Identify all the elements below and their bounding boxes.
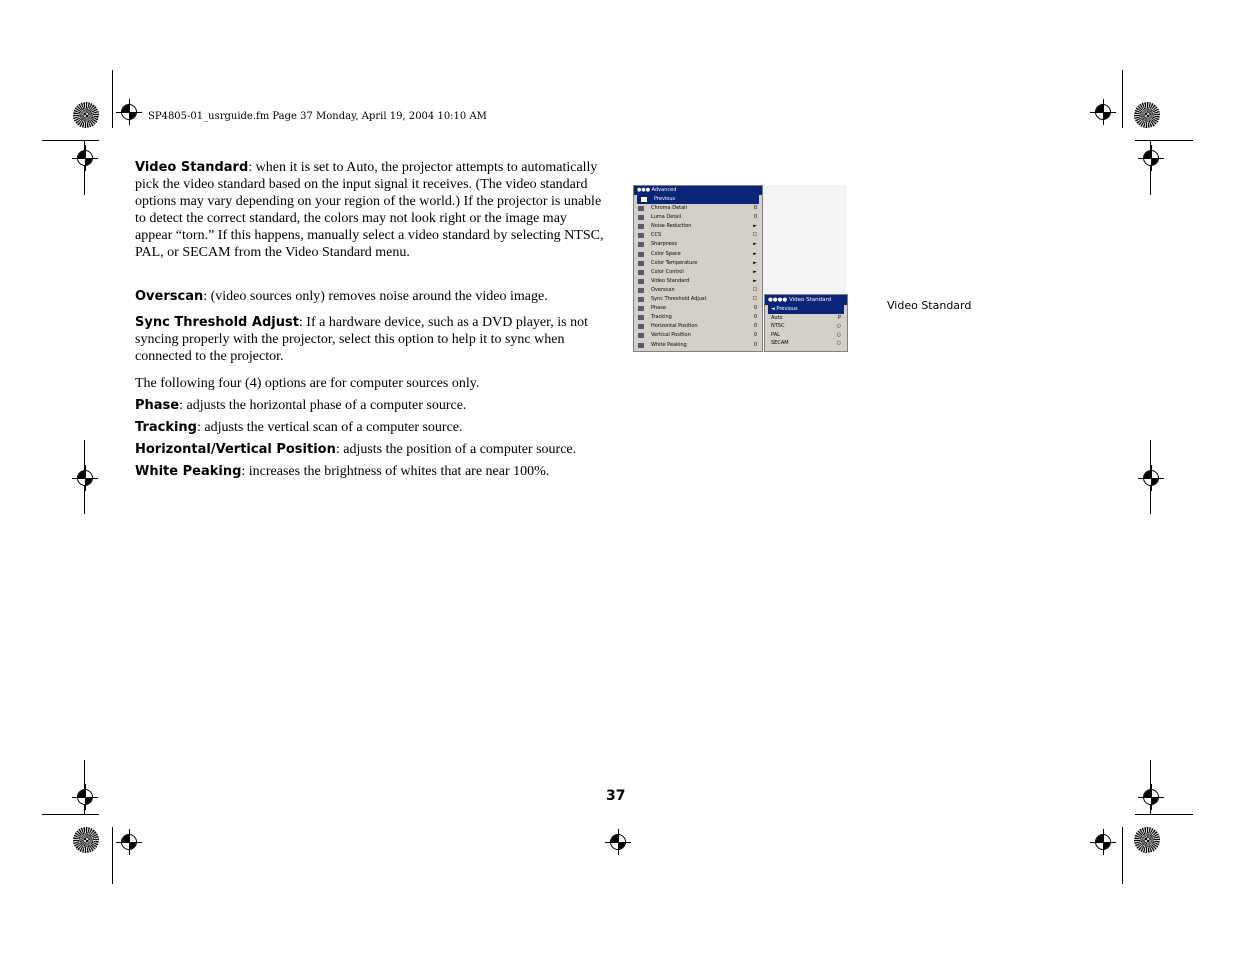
menu-item-label: Sync Threshold Adjust (651, 296, 707, 303)
submenu-item[interactable] (768, 305, 844, 314)
menu-item-icon (638, 233, 644, 238)
menu-item-icon (638, 270, 644, 275)
term-tracking: Tracking (135, 420, 197, 435)
menu-item[interactable] (634, 204, 762, 213)
paragraph-phase (135, 397, 605, 414)
menu-item-value: ☐ (752, 232, 757, 239)
menu-item-value: 0 (753, 305, 757, 312)
registration-crosshair-icon (610, 834, 626, 850)
menu-screenshot-background (760, 185, 846, 295)
menu-item-value: 0 (753, 332, 757, 339)
menu-item-value: 0 (753, 323, 757, 330)
registration-star-icon (1134, 102, 1160, 128)
menu-item-icon (638, 306, 644, 311)
menu-item-value: 0 (753, 214, 757, 221)
submenu-item-value: ○ (836, 323, 841, 329)
registration-star-icon (1134, 827, 1160, 853)
menu-item-value: 0 (753, 314, 757, 321)
menu-item[interactable] (634, 213, 762, 222)
registration-crosshair-icon (1095, 834, 1111, 850)
paragraph-hvpos (135, 441, 605, 458)
menu-item[interactable] (634, 286, 762, 295)
menu-item-icon (638, 333, 644, 338)
menu-item[interactable] (634, 240, 762, 249)
submenu-item[interactable] (765, 314, 847, 323)
submenu-item-value: ○ (836, 331, 841, 338)
menu-item[interactable] (634, 250, 762, 259)
submenu-item-value: P (837, 314, 841, 321)
menu-item-label: Tracking (651, 314, 672, 321)
menu-item-icon (638, 297, 644, 302)
term-video-standard: Video Standard (135, 160, 249, 175)
menu-item-label: Color Control (651, 268, 684, 275)
submenu-item-label: NTSC (771, 323, 785, 329)
menu-item[interactable] (634, 222, 762, 231)
paragraph-tracking (135, 419, 605, 436)
menu-item-value: ► (753, 241, 757, 248)
video-standard-submenu-title: ●●●● Video Standard (765, 295, 847, 305)
menu-item-icon (638, 279, 644, 284)
menu-item[interactable] (634, 231, 762, 240)
submenu-item-label: SECAM (771, 340, 789, 346)
submenu-item-label: PAL (771, 331, 780, 338)
menu-item[interactable] (634, 295, 762, 304)
menu-item-label: Horizontal Position (651, 323, 698, 330)
term-white-peaking: White Peaking (135, 464, 242, 479)
term-phase: Phase (135, 398, 180, 413)
menu-item-icon (638, 315, 644, 320)
menu-item-icon (638, 288, 644, 293)
registration-crosshair-icon (77, 470, 93, 486)
menu-item-label: Phase (651, 305, 666, 312)
term-sync: Sync Threshold Adjust (135, 315, 299, 330)
menu-item-label: Luma Detail (651, 214, 682, 221)
term-hvpos: Horizontal/Vertical Position (135, 442, 336, 457)
menu-item-value: ☐ (752, 296, 757, 303)
registration-star-icon (73, 102, 99, 128)
desc-tracking: : adjusts the vertical scan of a computer source. (197, 420, 463, 435)
advanced-menu-title: ●●● Advanced (634, 186, 762, 195)
submenu-item-value: ○ (836, 340, 841, 346)
menu-item-value: ► (753, 250, 757, 257)
menu-item-icon (638, 343, 644, 348)
menu-item[interactable] (637, 195, 759, 204)
menu-item-label: Color Space (651, 250, 681, 257)
menu-item-value: ☐ (752, 286, 757, 293)
paragraph-following (135, 375, 605, 392)
menu-item-label: Previous (654, 196, 676, 202)
menu-item[interactable] (634, 313, 762, 322)
registration-crosshair-icon (1095, 104, 1111, 120)
menu-item-label: CCS (651, 232, 662, 239)
advanced-menu (633, 185, 763, 352)
desc-video-standard: : when it is set to Auto, the projector attempts to automatically pick the video standard based on the input signal it receives. (The video standard options may vary depending on your region of the world.) If the projector is unable to detect the correct standard, the colors may not look right or the image may appear “torn.” If this happens, manually select a video standard by selecting NTSC, PAL, or SECAM from the Video Standard menu. (135, 160, 604, 260)
menu-item-icon (638, 224, 644, 229)
desc-white-peaking: : increases the brightness of whites that are near 100%. (241, 464, 550, 479)
menu-item-label: Video Standard (651, 277, 690, 284)
menu-item-icon (641, 197, 647, 202)
registration-crosshair-icon (77, 150, 93, 166)
menu-item-value: 0 (753, 341, 757, 348)
registration-crosshair-icon (1143, 789, 1159, 805)
menu-item-label: White Peaking (651, 341, 687, 348)
menu-item-label: Overscan (651, 286, 675, 293)
menu-item-icon (638, 261, 644, 266)
desc-hvpos: : adjusts the position of a computer source. (335, 442, 577, 457)
submenu-item-label: Auto (771, 314, 783, 321)
file-header: SP4805-01_usrguide.fm Page 37 Monday, April 19, 2004 10:10 AM (148, 111, 487, 122)
desc-sync: : If a hardware device, such as a DVD player, is not syncing properly with the projector, select this option to help it to sync when connected to the projector. (135, 315, 588, 364)
submenu-item[interactable] (765, 331, 847, 340)
registration-crosshair-icon (77, 789, 93, 805)
menu-item-value: ► (753, 268, 757, 275)
menu-item[interactable] (634, 304, 762, 313)
submenu-item[interactable] (765, 322, 847, 331)
menu-item[interactable] (634, 331, 762, 340)
menu-item-label: Sharpness (651, 241, 678, 248)
menu-item[interactable] (634, 268, 762, 277)
menu-item-value: ► (753, 259, 757, 266)
desc-phase: : adjusts the horizontal phase of a computer source. (179, 398, 467, 413)
paragraph-sync (135, 314, 605, 365)
video-standard-submenu (764, 294, 848, 352)
menu-item-icon (638, 242, 644, 247)
menu-item-icon (638, 324, 644, 329)
submenu-item[interactable] (765, 339, 847, 348)
menu-item-value: ► (753, 277, 757, 284)
menu-item[interactable] (634, 259, 762, 268)
menu-item-icon (638, 252, 644, 257)
desc-overscan: : (video sources only) removes noise around the video image. (203, 289, 548, 304)
menu-item-value: 0 (753, 205, 757, 212)
paragraph-video-standard (135, 159, 605, 261)
page-number: 37 (606, 788, 626, 804)
menu-item[interactable] (634, 277, 762, 286)
menu-item[interactable] (634, 341, 762, 350)
submenu-item-label: ◄ Previous (771, 306, 798, 312)
term-overscan: Overscan (135, 289, 204, 304)
paragraph-overscan (135, 288, 605, 305)
menu-item-label: Vertical Position (651, 332, 691, 339)
menu-item-label: Chroma Detail (651, 205, 687, 212)
registration-crosshair-icon (1143, 150, 1159, 166)
menu-item-label: Color Temperature (651, 259, 698, 266)
registration-crosshair-icon (121, 104, 137, 120)
figure-caption: Video Standard (887, 299, 972, 312)
registration-crosshair-icon (1143, 470, 1159, 486)
paragraph-white-peaking (135, 463, 605, 480)
menu-item-icon (638, 206, 644, 211)
registration-star-icon (73, 827, 99, 853)
registration-crosshair-icon (121, 834, 137, 850)
menu-item-icon (638, 215, 644, 220)
menu-item[interactable] (634, 322, 762, 331)
menu-item-label: Noise Reduction (651, 223, 692, 230)
desc-following: The following four (4) options are for computer sources only. (135, 376, 480, 391)
menu-item-value: ► (753, 223, 757, 230)
